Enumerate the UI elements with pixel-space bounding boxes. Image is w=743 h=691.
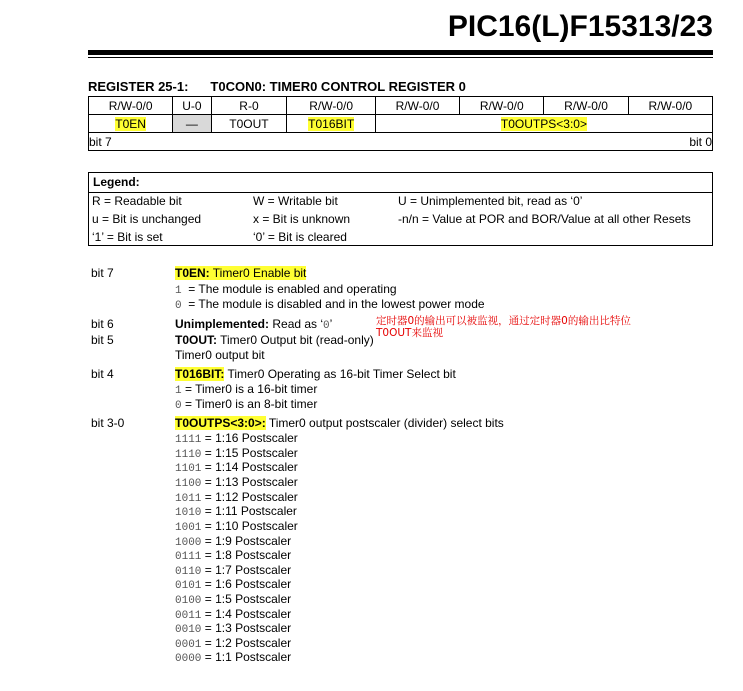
legend-item: x = Bit is unknown	[253, 212, 351, 226]
bit7-value-1	[175, 282, 397, 297]
bit4-title	[175, 367, 456, 381]
field-row	[89, 115, 713, 133]
postscaler-item: 1001 = 1:10 Postscaler	[175, 519, 298, 534]
bit4-value-1	[175, 382, 317, 397]
legend-divider	[89, 192, 712, 193]
postscaler-item: 1010 = 1:11 Postscaler	[175, 504, 297, 519]
bit7-value-0	[175, 297, 485, 312]
postscaler-item: 0101 = 1:6 Postscaler	[175, 577, 292, 592]
bit-label: bit 3-0	[91, 416, 125, 430]
bit7-text-1: = The module is enabled and operating	[188, 282, 397, 296]
field-t0en-label: T0EN	[115, 116, 146, 131]
bit4-code-0: 0	[175, 400, 182, 412]
bit6-code: 0	[323, 320, 330, 332]
bit-label: bit 4	[91, 367, 114, 381]
bit4-text-0: = Timer0 is an 8-bit timer	[184, 397, 318, 411]
bit4-highlight	[175, 367, 224, 381]
field-t016bit	[287, 115, 375, 133]
postscaler-item: 1111 = 1:16 Postscaler	[175, 431, 298, 446]
bit7-highlight	[175, 266, 306, 280]
bit6-text: Read as ‘	[269, 317, 324, 331]
header-rule-thick	[88, 50, 713, 55]
header-rule-thin	[88, 57, 713, 58]
access-cell: R/W-0/0	[375, 97, 459, 115]
bit7-title	[175, 266, 306, 280]
bit7-text-0: = The module is disabled and in the lowest power mode	[188, 297, 485, 311]
bit5-name: T0OUT:	[175, 333, 217, 347]
access-cell: R/W-0/0	[460, 97, 544, 115]
postscaler-item: 0000 = 1:1 Postscaler	[175, 650, 292, 665]
field-t0outps	[375, 115, 712, 133]
bit30-title	[175, 416, 504, 430]
bit4-value-0	[175, 397, 317, 412]
bit30-name: T0OUTPS<3:0>:	[175, 416, 266, 430]
chinese-annotation: 定时器0的输出可以被监视，通过定时器0的输出比特位T0OUT来监视	[376, 315, 631, 339]
postscaler-item: 0110 = 1:7 Postscaler	[175, 563, 292, 578]
bit4-name: T016BIT:	[175, 367, 225, 381]
bit-low-label: bit 0	[628, 133, 712, 151]
access-cell: R/W-0/0	[544, 97, 628, 115]
access-cell: U-0	[173, 97, 211, 115]
bit30-desc: Timer0 output postscaler (divider) select bits	[265, 416, 504, 430]
bit4-desc: Timer0 Operating as 16-bit Timer Select bit	[224, 367, 456, 381]
postscaler-item: 1101 = 1:14 Postscaler	[175, 460, 298, 475]
bit4-text-1: = Timer0 is a 16-bit timer	[184, 382, 318, 396]
postscaler-item: 1110 = 1:15 Postscaler	[175, 446, 298, 461]
bit7-desc: Timer0 Enable bit	[209, 266, 307, 280]
access-row	[89, 97, 713, 115]
bit5-text: Timer0 Output bit (read-only)	[217, 333, 374, 347]
legend-item: W = Writable bit	[253, 194, 338, 208]
field-t0en	[89, 115, 173, 133]
field-t0out: T0OUT	[211, 115, 287, 133]
bit7-name: T0EN:	[175, 266, 210, 280]
bit5-desc	[175, 333, 374, 347]
postscaler-item: 0010 = 1:3 Postscaler	[175, 621, 292, 636]
legend-box	[88, 172, 713, 246]
bit-label: bit 5	[91, 333, 114, 347]
access-cell: R/W-0/0	[287, 97, 375, 115]
legend-title: Legend:	[93, 175, 140, 189]
field-unimplemented: —	[173, 115, 211, 133]
postscaler-item: 0011 = 1:4 Postscaler	[175, 607, 292, 622]
register-table	[88, 96, 713, 151]
legend-item: U = Unimplemented bit, read as ‘0’	[398, 194, 583, 208]
bit-label: bit 6	[91, 317, 114, 331]
access-cell: R/W-0/0	[628, 97, 712, 115]
bit6-name: Unimplemented:	[175, 317, 270, 331]
bit30-highlight	[175, 416, 266, 430]
access-cell: R/W-0/0	[89, 97, 173, 115]
access-cell: R-0	[211, 97, 287, 115]
postscaler-item: 1011 = 1:12 Postscaler	[175, 490, 298, 505]
bit6-end: ’	[329, 317, 333, 331]
legend-item: R = Readable bit	[92, 194, 182, 208]
register-caption	[88, 79, 466, 94]
document-title: PIC16(L)F15313/23	[447, 10, 713, 43]
postscaler-item: 1000 = 1:9 Postscaler	[175, 534, 292, 549]
bit7-code-1: 1	[175, 285, 182, 297]
field-t016bit-label: T016BIT	[308, 116, 355, 131]
legend-item: -n/n = Value at POR and BOR/Value at all other Resets	[398, 212, 691, 226]
legend-item: ‘1’ = Bit is set	[92, 230, 163, 244]
postscaler-item: 0001 = 1:2 Postscaler	[175, 636, 292, 651]
bit4-code-1: 1	[175, 385, 182, 397]
bit6-desc	[175, 317, 332, 332]
bit-high-label: bit 7	[89, 133, 173, 151]
legend-item: u = Bit is unchanged	[92, 212, 202, 226]
register-name: T0CON0: TIMER0 CONTROL REGISTER 0	[210, 79, 466, 94]
bit-range-row	[89, 133, 713, 151]
postscaler-item: 1100 = 1:13 Postscaler	[175, 475, 298, 490]
postscaler-item: 0111 = 1:8 Postscaler	[175, 548, 292, 563]
bit-label: bit 7	[91, 266, 114, 280]
register-id: REGISTER 25-1:	[88, 79, 189, 94]
field-t0outps-label: T0OUTPS<3:0>	[500, 116, 587, 131]
postscaler-item: 0100 = 1:5 Postscaler	[175, 592, 292, 607]
bit7-code-0: 0	[175, 300, 182, 312]
legend-item: ‘0’ = Bit is cleared	[253, 230, 347, 244]
bit5-line2: Timer0 output bit	[175, 348, 265, 362]
